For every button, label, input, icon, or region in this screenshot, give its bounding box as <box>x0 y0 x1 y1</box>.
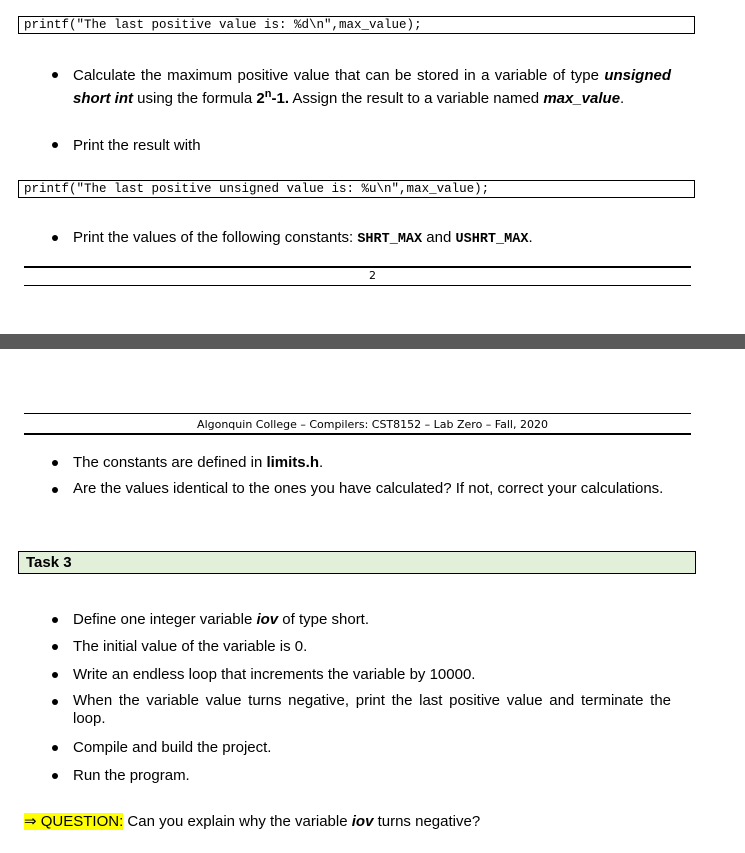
task-3-heading: Task 3 <box>18 551 696 574</box>
bullet-dot <box>52 72 58 78</box>
bullet-print-result: Print the result with <box>73 137 201 154</box>
task-bullet-initial-value: The initial value of the variable is 0. <box>73 638 308 655</box>
bullet-dot <box>52 644 58 650</box>
code-snippet-printf-max-value: printf("The last positive value is: %d\n",max_value); <box>18 16 695 34</box>
bullet-dot <box>52 487 58 493</box>
question-label: ⇒ QUESTION: <box>24 813 124 830</box>
bullet-dot <box>52 460 58 466</box>
bullet-dot <box>52 235 58 241</box>
bullet-print-constants: Print the values of the following constants: SHRT_MAX and USHRT_MAX. <box>73 229 533 247</box>
bullet-dot <box>52 699 58 705</box>
task-bullet-endless-loop: Write an endless loop that increments the variable by 10000. <box>73 666 476 683</box>
bullet-dot <box>52 745 58 751</box>
bullet-calc-max-value: Calculate the maximum positive value that can be stored in a variable of type unsigned short int using the formula 2$^n$-1. Assign the result to a variable named max_value. <box>73 67 671 107</box>
page-number: 2 <box>369 269 376 282</box>
page-separator <box>0 334 745 349</box>
task-bullet-run: Run the program. <box>73 767 190 784</box>
bullet-dot <box>52 773 58 779</box>
right-arrow-icon: ⇒ <box>24 813 37 830</box>
task-bullet-define-iov: Define one integer variable iov of type short. <box>73 611 370 628</box>
footer-rule-bottom <box>24 285 691 286</box>
code-snippet-printf-unsigned: printf("The last positive unsigned value is: %u\n",max_value); <box>18 180 695 198</box>
bullet-dot <box>52 142 58 148</box>
task-bullet-compile: Compile and build the project. <box>73 739 272 756</box>
header-rule-top <box>24 413 691 414</box>
header-rule-bottom <box>24 433 691 435</box>
bullet-dot <box>52 672 58 678</box>
page-header-course: Algonquin College – Compilers: CST8152 – Lab Zero – Fall, 2020 <box>197 418 548 431</box>
task-bullet-negative-check: When the variable value turns negative, print the last positive value and terminate the loop. <box>73 692 671 727</box>
question-line: ⇒ QUESTION: Can you explain why the variable iov turns negative? <box>24 813 481 830</box>
bullet-dot <box>52 617 58 623</box>
footer-rule-top <box>24 266 691 268</box>
bullet-constants-limits: The constants are defined in limits.h. <box>73 454 324 471</box>
bullet-compare-values: Are the values identical to the ones you have calculated? If not, correct your calculations. <box>73 480 664 497</box>
